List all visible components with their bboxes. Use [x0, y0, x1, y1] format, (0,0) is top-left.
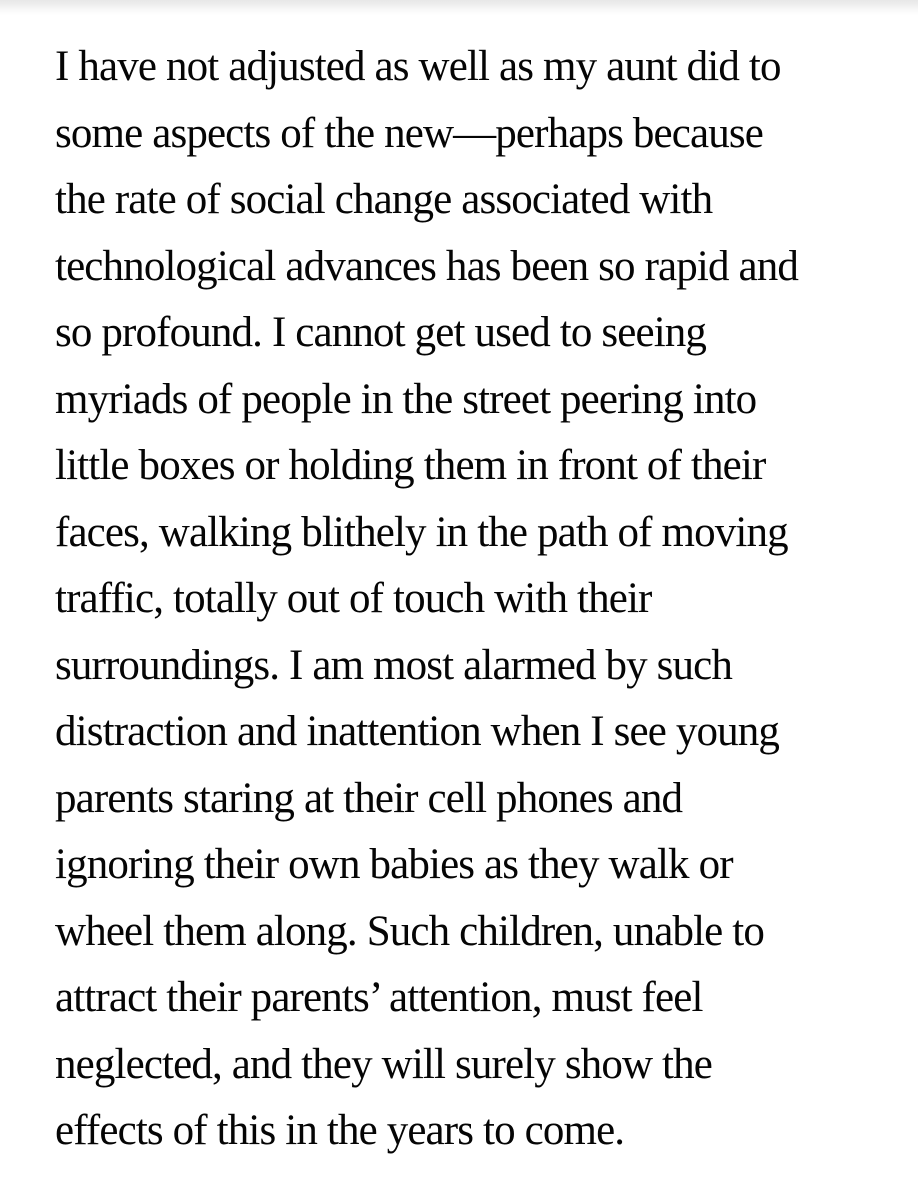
text-line: wheel them along. Such children, unable to	[55, 907, 765, 955]
text-line: distraction and inattention when I see young	[55, 708, 780, 755]
paragraph	[55, 34, 878, 1165]
text-line: so profound. I cannot get used to seeing	[55, 309, 707, 356]
text-line: I have not adjusted as well as my aunt did to	[55, 43, 781, 90]
text-line: surroundings. I am most alarmed by such	[55, 641, 733, 689]
text-line: some aspects of the new—perhaps because	[55, 109, 763, 157]
text-line: traffic, totally out of touch with their	[55, 575, 652, 622]
text-line: myriads of people in the street peering into	[55, 375, 757, 423]
text-line: faces, walking blithely in the path of moving	[55, 508, 788, 556]
text-line: parents staring at their cell phones and	[55, 774, 683, 822]
text-line: effects of this in the years to come.	[55, 1107, 625, 1154]
text-line: ignoring their own babies as they walk or	[55, 841, 733, 888]
text-line: little boxes or holding them in front of their	[55, 442, 766, 489]
text-line: the rate of social change associated with	[55, 176, 713, 223]
text-line: technological advances has been so rapid and	[55, 242, 799, 290]
text-line: attract their parents’ attention, must feel	[55, 974, 703, 1021]
text-line: neglected, and they will surely show the	[55, 1040, 713, 1088]
